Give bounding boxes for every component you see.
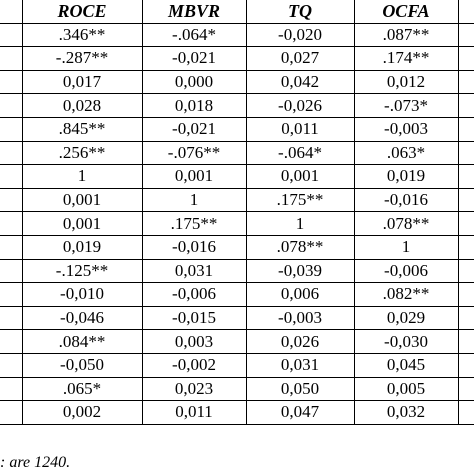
cell-mbvr: 0,023 bbox=[142, 377, 246, 401]
cell-tq: .078** bbox=[246, 235, 354, 259]
table-row bbox=[0, 94, 474, 118]
next-column-cell bbox=[458, 212, 474, 236]
cell-mbvr: 0,001 bbox=[142, 165, 246, 189]
cell-mbvr: -.064* bbox=[142, 23, 246, 47]
next-column-cell bbox=[458, 165, 474, 189]
cell-mbvr: -0,016 bbox=[142, 235, 246, 259]
table-row bbox=[0, 165, 474, 189]
next-column-cell bbox=[458, 353, 474, 377]
header-roce: ROCE bbox=[22, 0, 142, 23]
cell-roce: -0,046 bbox=[22, 306, 142, 330]
cell-tq: 0,047 bbox=[246, 401, 354, 425]
cell-roce: 0,028 bbox=[22, 94, 142, 118]
cell-ocfa: .078** bbox=[354, 212, 458, 236]
cell-roce: .256** bbox=[22, 141, 142, 165]
cell-ocfa: 0,032 bbox=[354, 401, 458, 425]
cell-ocfa: .174** bbox=[354, 47, 458, 71]
cell-mbvr: 0,011 bbox=[142, 401, 246, 425]
row-label-cell bbox=[0, 283, 22, 307]
cell-roce: .346** bbox=[22, 23, 142, 47]
row-label-cell bbox=[0, 94, 22, 118]
next-column-cell bbox=[458, 117, 474, 141]
header-tq: TQ bbox=[246, 0, 354, 23]
table-row bbox=[0, 141, 474, 165]
cell-tq: 0,011 bbox=[246, 117, 354, 141]
table-row bbox=[0, 259, 474, 283]
header-next-cell bbox=[458, 0, 474, 23]
cell-mbvr: 0,000 bbox=[142, 70, 246, 94]
table-row bbox=[0, 23, 474, 47]
table-row bbox=[0, 330, 474, 354]
cell-ocfa: -.073* bbox=[354, 94, 458, 118]
cell-ocfa: .087** bbox=[354, 23, 458, 47]
table-row bbox=[0, 188, 474, 212]
next-column-cell bbox=[458, 94, 474, 118]
table-header-row bbox=[0, 0, 474, 23]
cell-tq: 0,001 bbox=[246, 165, 354, 189]
table-row bbox=[0, 212, 474, 236]
cell-roce: -.287** bbox=[22, 47, 142, 71]
cell-ocfa: -0,030 bbox=[354, 330, 458, 354]
cell-mbvr: .175** bbox=[142, 212, 246, 236]
next-column-cell bbox=[458, 259, 474, 283]
table-row bbox=[0, 306, 474, 330]
next-column-cell bbox=[458, 23, 474, 47]
next-column-cell bbox=[458, 47, 474, 71]
row-label-cell bbox=[0, 401, 22, 425]
cell-mbvr: 0,003 bbox=[142, 330, 246, 354]
cell-ocfa: 0,005 bbox=[354, 377, 458, 401]
next-column-cell bbox=[458, 330, 474, 354]
cell-roce: 1 bbox=[22, 165, 142, 189]
table-row bbox=[0, 70, 474, 94]
next-column-cell bbox=[458, 141, 474, 165]
cell-roce: 0,017 bbox=[22, 70, 142, 94]
cell-ocfa: -0,003 bbox=[354, 117, 458, 141]
cell-roce: -0,010 bbox=[22, 283, 142, 307]
table-row bbox=[0, 377, 474, 401]
cell-roce: 0,001 bbox=[22, 212, 142, 236]
cell-ocfa: 0,019 bbox=[354, 165, 458, 189]
table-row bbox=[0, 401, 474, 425]
cell-mbvr: -.076** bbox=[142, 141, 246, 165]
cell-mbvr: 0,031 bbox=[142, 259, 246, 283]
cell-tq: -0,020 bbox=[246, 23, 354, 47]
next-column-cell bbox=[458, 283, 474, 307]
cell-ocfa: 0,029 bbox=[354, 306, 458, 330]
cell-tq: 0,027 bbox=[246, 47, 354, 71]
cell-tq: 0,006 bbox=[246, 283, 354, 307]
row-label-cell bbox=[0, 188, 22, 212]
next-column-cell bbox=[458, 306, 474, 330]
row-label-cell bbox=[0, 165, 22, 189]
cell-ocfa: 1 bbox=[354, 235, 458, 259]
row-label-cell bbox=[0, 117, 22, 141]
cell-ocfa: .082** bbox=[354, 283, 458, 307]
row-label-cell bbox=[0, 235, 22, 259]
table-row bbox=[0, 353, 474, 377]
cell-ocfa: 0,012 bbox=[354, 70, 458, 94]
next-column-cell bbox=[458, 401, 474, 425]
cell-tq: -0,003 bbox=[246, 306, 354, 330]
table-footnote: : are 1240. bbox=[0, 454, 71, 471]
cell-tq: 1 bbox=[246, 212, 354, 236]
row-label-cell bbox=[0, 330, 22, 354]
header-variable-cell bbox=[0, 0, 22, 23]
cell-mbvr: -0,015 bbox=[142, 306, 246, 330]
next-column-cell bbox=[458, 188, 474, 212]
table-row bbox=[0, 235, 474, 259]
cell-roce: .084** bbox=[22, 330, 142, 354]
cell-roce: .845** bbox=[22, 117, 142, 141]
cell-roce: 0,001 bbox=[22, 188, 142, 212]
cell-ocfa: -0,006 bbox=[354, 259, 458, 283]
cell-roce: .065* bbox=[22, 377, 142, 401]
row-label-cell bbox=[0, 259, 22, 283]
cell-mbvr: -0,021 bbox=[142, 117, 246, 141]
cell-roce: 0,019 bbox=[22, 235, 142, 259]
cell-mbvr: 1 bbox=[142, 188, 246, 212]
cell-ocfa: .063* bbox=[354, 141, 458, 165]
next-column-cell bbox=[458, 235, 474, 259]
header-ocfa: OCFA bbox=[354, 0, 458, 23]
row-label-cell bbox=[0, 306, 22, 330]
cell-ocfa: -0,016 bbox=[354, 188, 458, 212]
row-label-cell bbox=[0, 353, 22, 377]
cell-roce: -.125** bbox=[22, 259, 142, 283]
cell-mbvr: -0,006 bbox=[142, 283, 246, 307]
cell-tq: 0,031 bbox=[246, 353, 354, 377]
cell-mbvr: -0,021 bbox=[142, 47, 246, 71]
cell-tq: 0,026 bbox=[246, 330, 354, 354]
row-label-cell bbox=[0, 70, 22, 94]
cell-mbvr: -0,002 bbox=[142, 353, 246, 377]
row-label-cell bbox=[0, 47, 22, 71]
cell-tq: -.064* bbox=[246, 141, 354, 165]
cell-mbvr: 0,018 bbox=[142, 94, 246, 118]
cell-tq: -0,039 bbox=[246, 259, 354, 283]
row-label-cell bbox=[0, 212, 22, 236]
table-row bbox=[0, 117, 474, 141]
row-label-cell bbox=[0, 23, 22, 47]
next-column-cell bbox=[458, 70, 474, 94]
table-row bbox=[0, 283, 474, 307]
header-mbvr: MBVR bbox=[142, 0, 246, 23]
cell-roce: -0,050 bbox=[22, 353, 142, 377]
cell-tq: 0,042 bbox=[246, 70, 354, 94]
row-label-cell bbox=[0, 377, 22, 401]
row-label-cell bbox=[0, 141, 22, 165]
next-column-cell bbox=[458, 377, 474, 401]
cell-tq: .175** bbox=[246, 188, 354, 212]
cell-ocfa: 0,045 bbox=[354, 353, 458, 377]
table-row bbox=[0, 47, 474, 71]
cell-tq: -0,026 bbox=[246, 94, 354, 118]
cell-tq: 0,050 bbox=[246, 377, 354, 401]
cell-roce: 0,002 bbox=[22, 401, 142, 425]
